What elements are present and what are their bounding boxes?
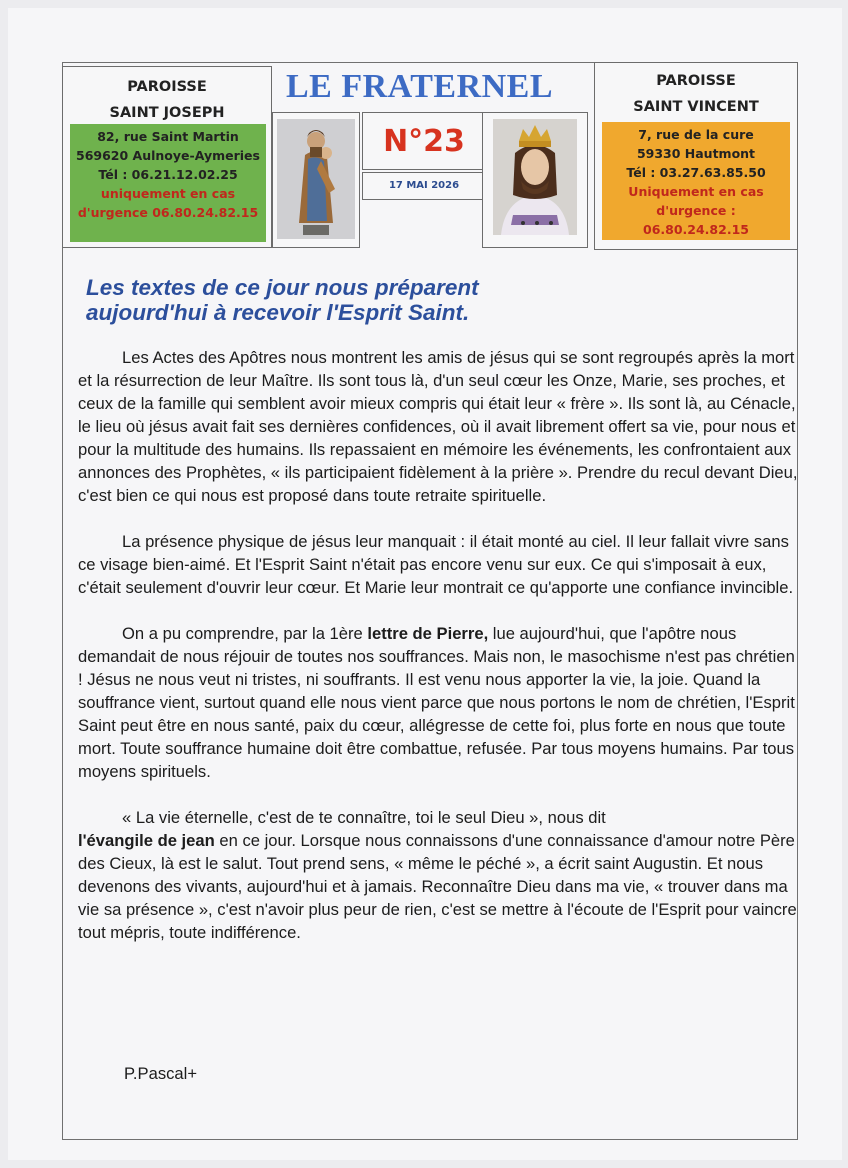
- right-parish-contact: [602, 122, 790, 240]
- saint-vincent-image-box: [482, 112, 588, 248]
- paragraph-1-text: Les Actes des Apôtres nous montrent les amis de jésus qui se sont regroupés après la mort et la résurrection de leur Maître. Ils sont tous là, d'un seul cœur les Onze, Marie, ses proches, et ceux de la famille qui semblent avoir mieux compris qui était leur « frère ». Ils sont là, au Cénacle, le lieu où jésus avait fait ses dernières confidences, où il avait librement offert sa vie, pour nous et pour la multitude des humains. Ils repassaient en mémoire les événements, les confrontaient aux annonces des Prophètes, « ils participaient fidèlement à la prière ». Prendre du recul devant Dieu, c'est bien ce qui nous est proposé dans toute retraite spirituelle.: [78, 348, 798, 505]
- right-parish-name: [594, 68, 798, 120]
- right-urgent-line1: Uniquement en cas: [628, 184, 764, 199]
- reading-reference-john: l'évangile de jean: [78, 831, 215, 850]
- right-parish-saint: SAINT VINCENT: [633, 99, 759, 115]
- left-parish-label: PAROISSE: [127, 79, 207, 95]
- right-parish-label: PAROISSE: [656, 73, 736, 89]
- left-parish-saint: SAINT JOSEPH: [109, 105, 225, 121]
- paragraph-3-text-b: lue aujourd'hui, que l'apôtre nous demandait de nous réjouir de toutes nos souffrances. Mais non, le masochisme n'est pas chrétien ! Jésus ne nous veut ni tristes, ni souffrants. Il est venu nous apporter la vie, la joie. Quand la souffrance vient, surtout quand elle nous vient parce que nous portons le nom de chrétien, l'Esprit Saint peut être en nous santé, paix du cœur, allégresse de cette foi, plus forte en nous que toute mort. Toute souffrance humaine doit être combattue, refusée. Par tous moyens humains. Par tous moyens spirituels.: [78, 624, 795, 781]
- right-address-street: 7, rue de la cure: [638, 127, 754, 142]
- paragraph-1: [78, 346, 798, 507]
- left-address-city: 569620 Aulnoye-Aymeries: [76, 148, 260, 163]
- paragraph-2: [78, 530, 798, 599]
- left-address-street: 82, rue Saint Martin: [97, 129, 239, 144]
- headline-line2: aujourd'hui à recevoir l'Esprit Saint.: [86, 300, 470, 325]
- headline-line1: Les textes de ce jour nous préparent: [86, 275, 479, 300]
- issue-number: N°23: [383, 124, 465, 159]
- left-urgent-line2: d'urgence 06.80.24.82.15: [77, 205, 259, 220]
- paragraph-4-text-a: « La vie éternelle, c'est de te connaître, toi le seul Dieu », nous dit: [122, 808, 606, 827]
- left-phone: Tél : 06.21.12.02.25: [98, 167, 238, 182]
- right-address-city: 59330 Hautmont: [636, 146, 756, 161]
- right-urgent-line2: d'urgence : 06.80.24.82.15: [643, 203, 749, 237]
- paragraph-3: [78, 622, 798, 783]
- paragraph-3-text-a: On a pu comprendre, par la 1ère: [122, 624, 368, 643]
- right-phone: Tél : 03.27.63.85.50: [626, 165, 766, 180]
- saint-vincent-portrait-image: [493, 119, 577, 235]
- signature: P.Pascal+: [124, 1064, 198, 1083]
- paragraph-2-text: La présence physique de jésus leur manquait : il était monté au ciel. Il leur fallait vivre sans ce visage bien-aimé. Et l'Esprit Saint n'était pas encore venu sur eux. Ce qui s'imposait à eux, c'était seulement d'ouvrir leur cœur. Et Marie leur montrait ce qu'apporte une confiance invincible.: [78, 532, 794, 597]
- article-body: [78, 346, 798, 967]
- left-parish-name: [62, 74, 272, 126]
- left-parish-contact: [70, 124, 266, 242]
- paragraph-4-text-b: en ce jour. Lorsque nous connaissons d'une connaissance d'amour notre Père des Cieux, là est le salut. Tout prend sens, « même le péché », a écrit saint Augustin. Et nous devenons des vivants, aujourd'hui et à jamais. Reconnaître Dieu dans ma vie, « trouver dans ma vie sa présence », c'est n'avoir plus peur de rien, c'est se mettre à l'écoute de l'Esprit pour vaincre tout mépris, toute indifférence.: [78, 831, 797, 942]
- saint-joseph-image-box: [272, 112, 360, 248]
- newsletter-title: LE FRATERNEL: [286, 68, 554, 105]
- article-headline: [86, 275, 479, 325]
- issue-date: 17 MAI 2026: [388, 180, 460, 191]
- paragraph-4: [78, 806, 798, 944]
- left-urgent-line1: uniquement en cas: [100, 186, 236, 201]
- saint-joseph-statue-image: [277, 119, 355, 239]
- reading-reference-peter: lettre de Pierre,: [367, 624, 489, 643]
